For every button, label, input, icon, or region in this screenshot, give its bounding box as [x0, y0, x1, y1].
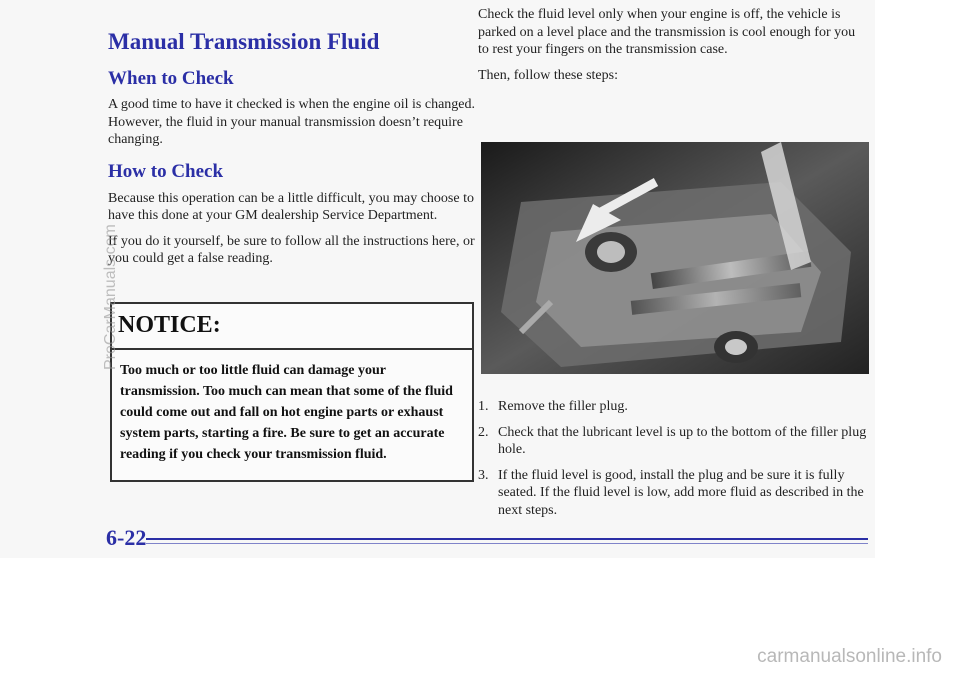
how-to-check-text-1: Because this operation can be a little difficult, you may choose to have this done at your GM dealership Service Department. [108, 190, 474, 224]
step-text: Remove the filler plug. [498, 399, 628, 414]
side-watermark: ProCarManuals.com [102, 224, 119, 370]
check-conditions-text: Check the fluid level only when your engine is off, the vehicle is parked on a level place and the transmission is cool enough for you to rest your fingers on the transmission case. [478, 7, 856, 57]
right-column [478, 6, 863, 92]
step-number: 2. [478, 424, 489, 440]
list-item [478, 424, 868, 459]
notice-box [110, 302, 474, 482]
transmission-illustration [481, 142, 869, 374]
step-number: 3. [478, 467, 489, 483]
then-follow-text: Then, follow these steps: [478, 67, 618, 83]
notice-body: Too much or too little fluid can damage your transmission. Too much can mean that some of the fluid could come out and fall on hot engine parts or exhaust system parts, starting a fire. Be sure to get an accurate reading if you check your transmission fluid. [120, 363, 453, 462]
step-text: If the fluid level is good, install the plug and be sure it is fully seated. If the fluid level is low, add more fluid as described in the next steps. [498, 467, 864, 518]
footer-rule [146, 538, 868, 540]
steps-list [478, 398, 868, 527]
list-item [478, 398, 868, 416]
when-to-check-text: A good time to have it checked is when the engine oil is changed. However, the fluid in your manual transmission doesn’t require changing. [108, 97, 476, 148]
page-title: Manual Transmission Fluid [108, 29, 380, 54]
when-to-check-heading: When to Check [108, 67, 234, 89]
step-text: Check that the lubricant level is up to the bottom of the filler plug hole. [498, 424, 867, 457]
bottom-watermark: carmanualsonline.info [757, 646, 942, 667]
page-number: 6-22 [106, 525, 147, 550]
transmission-photo [481, 142, 869, 374]
left-column [108, 28, 478, 276]
step-number: 1. [478, 399, 489, 414]
notice-heading: NOTICE: [112, 304, 472, 350]
how-to-check-heading: How to Check [108, 160, 224, 182]
footer-rule-thin [146, 543, 868, 544]
list-item [478, 467, 868, 520]
how-to-check-text-2: If you do it yourself, be sure to follow all the instructions here, or you could get a false reading. [108, 233, 475, 267]
